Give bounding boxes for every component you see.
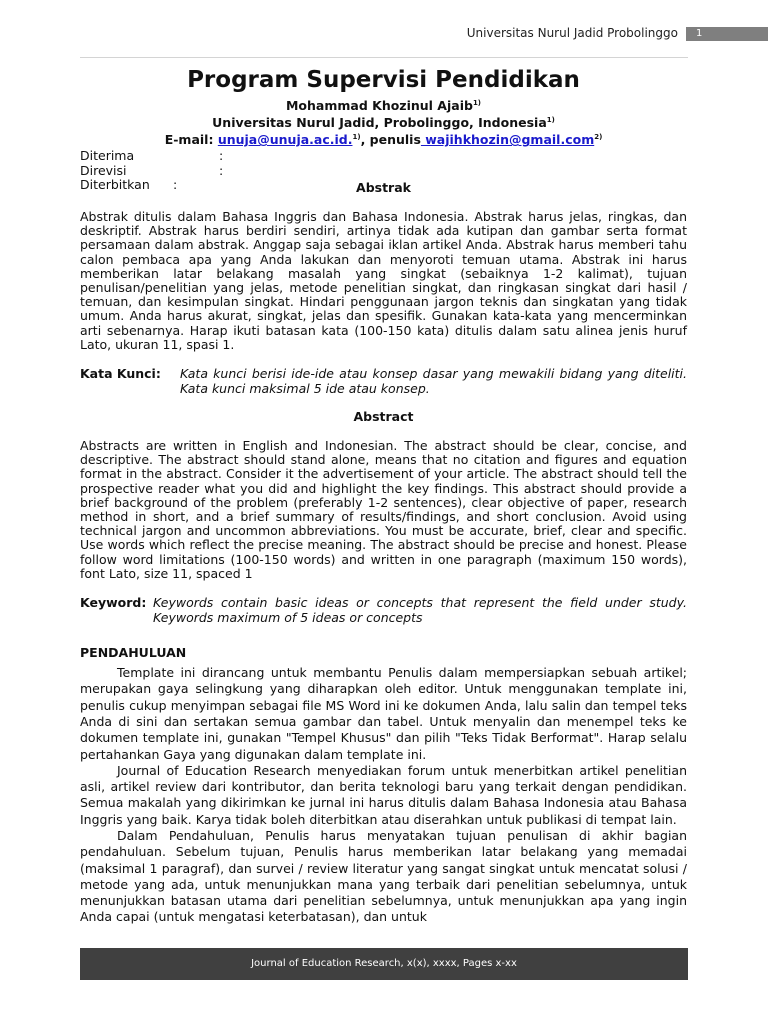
meta-sep: : xyxy=(219,162,224,178)
abstract-heading: Abstract xyxy=(353,409,414,424)
author-sup: 1) xyxy=(472,99,482,107)
meta-label: Direvisi xyxy=(80,162,127,178)
kata-kunci-block xyxy=(80,367,687,396)
keyword-label: Keyword: xyxy=(80,595,147,611)
affiliation-text: Universitas Nurul Jadid, Probolinggo, Indonesia xyxy=(212,115,547,131)
running-header: Universitas Nurul Jadid Probolinggo xyxy=(466,26,678,40)
meta-label: Diterima xyxy=(80,148,135,164)
author-name: Mohammad Khozinul Ajaib xyxy=(285,98,473,114)
email-sup-2: 2) xyxy=(594,133,603,142)
email-mid-text: , penulis xyxy=(360,132,421,148)
article-content xyxy=(80,64,687,926)
affiliation-sup: 1) xyxy=(546,116,555,125)
author-line xyxy=(80,96,687,113)
meta-sep: : xyxy=(173,177,178,193)
journal-footer: Journal of Education Research, x(x), xxxx, Pages x-xx xyxy=(80,948,688,980)
pendahuluan-paragraph: Journal of Education Research menyediakan forum untuk menerbitkan artikel penelitian asli, artikel review dari kontributor, dan berita teknologi baru yang terkait dengan pendidikan. Semua makalah yang dikirimkan ke jurnal ini harus ditulis dalam Bahasa Indonesia atau Bahasa Inggris yang baik. Karya tidak boleh diterbitkan atau diserahkan untuk publikasi di tempat lain. xyxy=(80,762,687,827)
abstrak-heading: Abstrak xyxy=(356,179,411,195)
pendahuluan-heading: PENDAHULUAN xyxy=(80,645,187,661)
abstract-text: Abstracts are written in English and Indonesian. The abstract should be clear, concise, and descriptive. The abstract should stand alone, means that no citation and figures and equation format in the abstract. Consider it the advertisement of your article. The abstract should tell the prospective reader what you did and highlight the key findings. This abstract should provide a brief background of the problem (preferably 1-2 sentences), clear objective of paper, research method in short, and a brief summary of results/findings, and short conclusion. Avoid using technical jargon and uncommon abbreviations. You must be accurate, brief, clear and specific. Use words which reflect the precise meaning. The abstract should be precise and honest. Please follow word limitations (100-150 words) and written in one paragraph (maximum 150 words), font Lato, size 11, spaced 1 xyxy=(80,438,687,581)
keyword-block xyxy=(80,596,687,625)
email-line xyxy=(80,130,687,147)
pendahuluan-paragraph: Template ini dirancang untuk membantu Penulis dalam mempersiapkan sebuah artikel; merupakan gaya selingkung yang diharapkan oleh editor. Untuk menggunakan template ini, penulis cukup menyimpan sebagai file MS Word ini ke dokumen Anda, lalu salin dan tempel teks Anda di sini dan sertakan semua gambar dan tabel. Untuk menyalin dan menempel teks ke dokumen template ini, gunakan "Tempel Khusus" dan pilih "Teks Tidak Berformat". Harap selalu pertahankan Gaya yang digunakan dalam template ini. xyxy=(80,665,687,762)
email-sup-1: 1) xyxy=(352,133,361,142)
page-number-badge: 1 xyxy=(686,27,768,41)
meta-row-diterima xyxy=(80,149,687,164)
abstrak-text: Abstrak ditulis dalam Bahasa Inggris dan Bahasa Indonesia. Abstrak harus jelas, ringkas, dan deskriptif. Abstrak harus berdiri sendiri, artinya tidak ada kutipan dan gambar serta format persamaan dalam abstrak. Anggap saja sebagai iklan artikel Anda. Abstrak harus memberi tahu calon pembaca apa yang Anda lakukan dan menyoroti temuan utama. Abstrak ini harus memberikan latar belakang masalah yang singkat (sebaiknya 1-2 kalimat), tujuan penulisan/penelitian yang jelas, metode penelitian singkat, dan ringkasan singkat dari hasil / temuan, dan kesimpulan singkat. Hindari penggunaan jargon teknis dan singkatan yang tidak umum. Anda harus akurat, singkat, jelas dan spesifik. Gunakan kata-kata yang mencerminkan arti sebenarnya. Harap ikuti batasan kata (100-150 kata) ditulis dalam satu alinea jenis huruf Lato, ukuran 11, spasi 1. xyxy=(80,208,687,352)
email-link-2[interactable]: wajihkhozin@gmail.com xyxy=(420,132,595,148)
kata-kunci-label: Kata Kunci: xyxy=(80,366,161,381)
kata-kunci-text: Kata kunci berisi ide-ide atau konsep dasar yang mewakili bidang yang diteliti. Kata kunci maksimal 5 ide atau konsep. xyxy=(180,366,687,396)
meta-sep: : xyxy=(219,148,224,164)
meta-label: Diterbitkan xyxy=(80,177,150,193)
header-divider xyxy=(80,57,688,58)
meta-row-direvisi xyxy=(80,164,687,179)
affiliation-line xyxy=(80,113,687,130)
email-link-1[interactable]: unuja@unuja.ac.id. xyxy=(217,132,353,148)
keyword-text: Keywords contain basic ideas or concepts that represent the field under study. Keywords maximum of 5 ideas or concepts xyxy=(153,595,687,625)
article-title: Program Supervisi Pendidikan xyxy=(187,67,580,93)
pendahuluan-paragraph: Dalam Pendahuluan, Penulis harus menyatakan tujuan penulisan di akhir bagian pendahuluan. Sebelum tujuan, Penulis harus memberikan latar belakang yang memadai (maksimal 1 paragraf), dan survei / review literatur yang sangat singkat untuk mencatat solusi / metode yang ada, untuk menunjukkan mana yang terbaik dari penelitian sebelumnya, untuk menunjukkan batasan utama dari penelitian sebelumnya, untuk menunjukkan apa yang ingin Anda capai (untuk mengatasi keterbatasan), dan untuk xyxy=(80,828,687,925)
email-label: E-mail: xyxy=(164,132,214,148)
